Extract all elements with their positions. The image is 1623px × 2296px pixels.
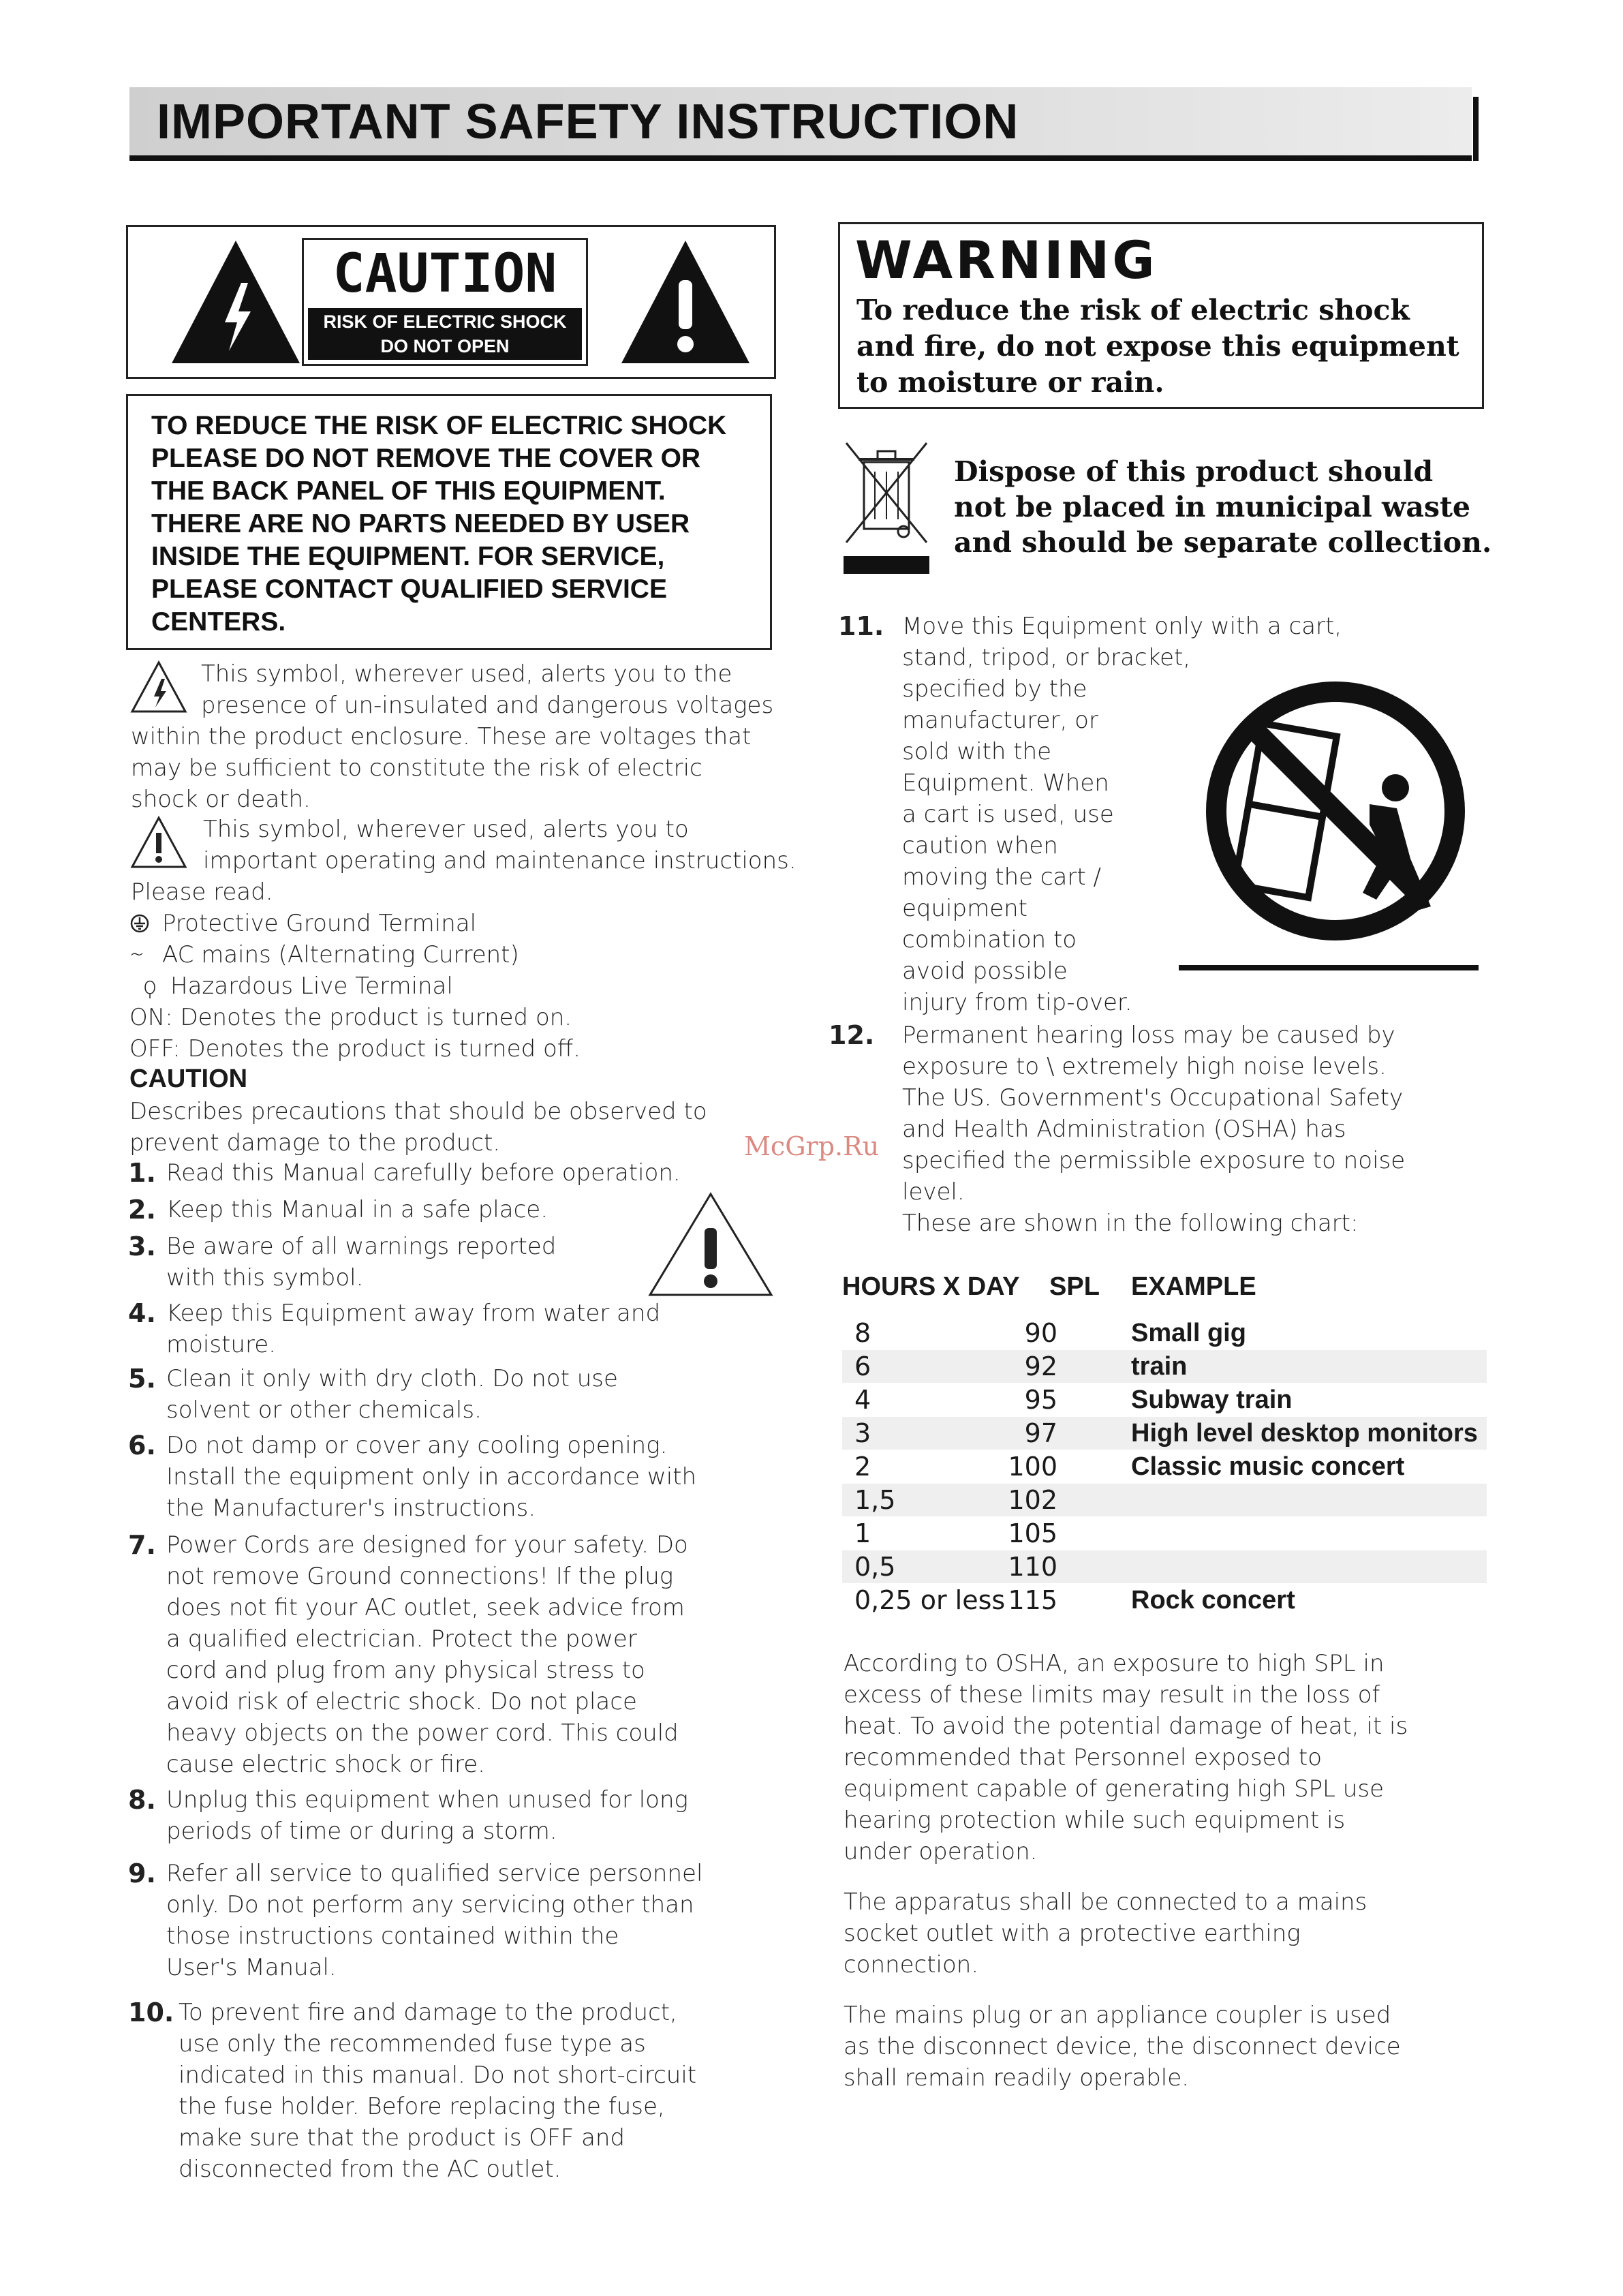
warning-line: to moisture or rain. <box>856 366 1164 399</box>
item-number: 4. <box>128 1298 156 1328</box>
ac-mains-row <box>129 939 519 970</box>
item-line: User's Manual. <box>166 1954 337 1981</box>
table-cell-spl: 105 <box>1008 1518 1057 1548</box>
item-line: and Health Administration (OSHA) has <box>902 1116 1346 1143</box>
table-cell-example: High level desktop monitors <box>1131 1419 1478 1448</box>
ground-terminal-icon <box>129 913 150 934</box>
table-cell-spl: 90 <box>1024 1318 1057 1348</box>
item-text <box>166 1784 688 1847</box>
exclamation-symbol-line: important operating and maintenance instructions. <box>203 847 797 874</box>
instruction-item-3 <box>128 1231 782 1294</box>
item-line: avoid possible <box>902 958 1068 985</box>
table-row <box>842 1350 1487 1383</box>
dispose-line: and should be separate collection. <box>954 526 1492 559</box>
osha-paragraph <box>844 1648 1484 1867</box>
shock-risk-line: PLEASE DO NOT REMOVE THE COVER OR <box>151 444 701 473</box>
table-cell-spl: 97 <box>1024 1418 1057 1448</box>
exclamation-symbol-text-a <box>203 814 797 876</box>
item-line: Permanent hearing loss may be caused by <box>902 1022 1395 1049</box>
caution-label-line2: DO NOT OPEN <box>380 336 510 356</box>
paragraph-line: excess of these limits may result in the loss of <box>844 1681 1380 1709</box>
item-line: These are shown in the following chart: <box>902 1210 1359 1237</box>
item-line: cord and plug from any physical stress to <box>166 1657 645 1684</box>
item-number: 3. <box>128 1231 156 1261</box>
item-text <box>166 1529 688 1780</box>
table-cell-hours: 0,5 <box>854 1552 896 1582</box>
item-line: To prevent fire and damage to the product, <box>179 1999 677 2026</box>
page-title: IMPORTANT SAFETY INSTRUCTION <box>157 95 1019 149</box>
off-definition: OFF: Denotes the product is turned off. <box>129 1035 581 1062</box>
item-number: 11. <box>838 611 884 641</box>
caution-description-line: Describes precautions that should be observed to <box>129 1098 707 1125</box>
header-end-bar <box>1473 97 1479 161</box>
item-number: 6. <box>128 1430 156 1460</box>
lightning-symbol-text-b <box>131 721 751 815</box>
item-line: only. Do not perform any servicing other than <box>166 1891 694 1918</box>
item-line: combination to <box>902 926 1077 953</box>
item-line: a qualified electrician. Protect the power <box>166 1625 637 1653</box>
item-line: indicated in this manual. Do not short-circuit <box>179 2062 697 2089</box>
header-rule <box>129 155 1472 161</box>
item-line: Equipment. When <box>902 769 1109 797</box>
paragraph-line: The mains plug or an appliance coupler is used <box>844 2002 1391 2029</box>
dispose-line: Dispose of this product should <box>954 455 1434 488</box>
table-cell-spl: 110 <box>1008 1552 1057 1582</box>
item-line: periods of time or during a storm. <box>166 1818 557 1845</box>
table-cell-example: train <box>1131 1352 1188 1381</box>
item-line: stand, tripod, or bracket, <box>902 644 1191 671</box>
item-text <box>166 1231 556 1294</box>
item-number: 1. <box>128 1158 156 1188</box>
caution-banner <box>126 225 776 379</box>
item-line: Read this Manual carefully before operation. <box>166 1159 681 1187</box>
table-row <box>842 1450 1487 1483</box>
item-line: the fuse holder. Before replacing the fuse, <box>179 2093 665 2120</box>
table-header-example: EXAMPLE <box>1131 1272 1256 1301</box>
caution-label <box>302 238 588 366</box>
instruction-item-12 <box>829 1020 1483 1244</box>
table-cell-spl: 115 <box>1008 1585 1057 1615</box>
item-text <box>902 1020 1405 1239</box>
item-number: 9. <box>128 1858 156 1888</box>
table-cell-example: Small gig <box>1131 1319 1246 1347</box>
item-line: those instructions contained within the <box>166 1923 619 1950</box>
item-line: Keep this Manual in a safe place. <box>166 1196 548 1223</box>
lightning-warning-icon <box>168 235 304 367</box>
paragraph-line: The apparatus shall be connected to a mains <box>844 1888 1367 1916</box>
caution-label-title: CAUTION <box>333 243 557 305</box>
shock-risk-line: PLEASE CONTACT QUALIFIED SERVICE <box>151 575 667 604</box>
caution-description-line: prevent damage to the product. <box>129 1129 501 1157</box>
lightning-symbol-line: may be sufficient to constitute the risk of electric <box>131 754 702 782</box>
item-text <box>166 1298 660 1360</box>
dispose-line: not be placed in municipal waste <box>954 491 1471 523</box>
item-line: Unplug this equipment when unused for long <box>166 1786 688 1813</box>
item-line: disconnected from the AC outlet. <box>179 2156 561 2183</box>
page-header <box>129 87 1472 155</box>
cart-tipover-icon <box>1165 675 1485 975</box>
lightning-symbol-line: shock or death. <box>131 786 311 813</box>
instruction-item-10 <box>128 1997 782 2185</box>
paragraph-line: According to OSHA, an exposure to high SPL in <box>844 1650 1385 1677</box>
table-header-hours: HOURS X DAY <box>842 1272 1020 1301</box>
item-line: does not fit your AC outlet, seek advice from <box>166 1594 685 1621</box>
shock-risk-line: INSIDE THE EQUIPMENT. FOR SERVICE, <box>151 542 665 571</box>
disconnect-paragraph <box>844 2000 1484 2094</box>
instruction-item-1 <box>128 1157 782 1189</box>
table-cell-example: Subway train <box>1131 1386 1293 1414</box>
shock-risk-line: TO REDUCE THE RISK OF ELECTRIC SHOCK <box>151 411 727 440</box>
instruction-item-5 <box>128 1363 782 1426</box>
shock-risk-line: THE BACK PANEL OF THIS EQUIPMENT. <box>151 476 666 506</box>
item-line: avoid risk of electric shock. Do not place <box>166 1688 637 1715</box>
table-cell-hours: 3 <box>854 1418 871 1448</box>
ground-terminal-label: Protective Ground Terminal <box>162 910 477 937</box>
exclamation-symbol-text-b: Please read. <box>131 878 273 906</box>
table-row <box>842 1383 1487 1416</box>
paragraph-line: socket outlet with a protective earthing <box>844 1920 1301 1947</box>
table-cell-hours: 2 <box>854 1452 871 1482</box>
caution-label-line1: RISK OF ELECTRIC SHOCK <box>323 311 567 332</box>
lightning-triangle-icon <box>129 660 188 714</box>
item-line: level. <box>902 1178 965 1206</box>
lightning-bolt-icon: ϙ <box>142 973 157 1000</box>
instruction-item-8 <box>128 1784 782 1847</box>
item-text <box>166 1858 702 1983</box>
table-row <box>842 1417 1487 1450</box>
item-number: 7. <box>128 1530 156 1560</box>
caution-heading: CAUTION <box>129 1065 248 1093</box>
item-line: Keep this Equipment away from water and <box>166 1300 661 1327</box>
item-line: Power Cords are designed for your safety. Do <box>166 1531 688 1559</box>
item-line: with this symbol. <box>166 1264 364 1291</box>
item-line: injury from tip-over. <box>902 989 1132 1016</box>
item-line: equipment <box>902 895 1027 922</box>
instruction-item-6 <box>128 1430 782 1524</box>
item-line: not remove Ground connections! If the plug <box>166 1563 674 1590</box>
item-line: a cart is used, use <box>902 801 1114 828</box>
item-text <box>166 1157 681 1189</box>
item-text <box>166 1363 618 1426</box>
table-cell-example: Classic music concert <box>1131 1452 1405 1481</box>
paragraph-line: recommended that Personnel exposed to <box>844 1744 1323 1771</box>
instruction-item-7 <box>128 1529 782 1780</box>
item-text <box>179 1997 696 2185</box>
table-cell-example: Rock concert <box>1131 1586 1295 1614</box>
item-line: cause electric shock or fire. <box>166 1751 485 1778</box>
table-cell-hours: 1 <box>854 1518 871 1548</box>
item-number: 8. <box>128 1785 156 1815</box>
table-row <box>842 1317 1487 1349</box>
item-number: 12. <box>829 1020 875 1050</box>
table-cell-spl: 95 <box>1024 1385 1057 1415</box>
table-row <box>842 1584 1487 1617</box>
instruction-item-9 <box>128 1858 782 1983</box>
warning-title: WARNING <box>855 230 1158 290</box>
ac-mains-label: AC mains (Alternating Current) <box>162 941 519 968</box>
table-row <box>842 1550 1487 1583</box>
shock-risk-line: CENTERS. <box>151 607 286 637</box>
item-line: specified by the <box>902 675 1087 703</box>
table-cell-spl: 102 <box>1008 1485 1057 1515</box>
instruction-item-4 <box>128 1298 782 1360</box>
item-line: Move this Equipment only with a cart, <box>902 613 1342 640</box>
lightning-symbol-line: This symbol, wherever used, alerts you to the <box>201 660 732 688</box>
paragraph-line: shall remain readily operable. <box>844 2064 1189 2092</box>
item-number: 2. <box>128 1195 156 1225</box>
item-line: solvent or other chemicals. <box>166 1396 482 1424</box>
warning-line: To reduce the risk of electric shock <box>856 294 1410 326</box>
table-cell-hours: 0,25 or less <box>854 1585 1006 1615</box>
shock-risk-text <box>151 410 764 639</box>
item-line: Clean it only with dry cloth. Do not use <box>166 1365 618 1392</box>
paragraph-line: hearing protection while such equipment is <box>844 1807 1346 1834</box>
item-line: the Manufacturer's instructions. <box>166 1495 536 1522</box>
paragraph-line: under operation. <box>844 1838 1038 1865</box>
warning-line: and fire, do not expose this equipment <box>856 330 1459 363</box>
exclamation-warning-icon <box>617 235 754 367</box>
table-row <box>842 1484 1487 1516</box>
table-header-row <box>842 1270 1487 1303</box>
lightning-symbol-text-a <box>201 658 773 721</box>
item-line: The US. Government's Occupational Safety <box>902 1084 1404 1112</box>
table-cell-hours: 6 <box>854 1351 871 1381</box>
paragraph-line: as the disconnect device, the disconnect device <box>844 2033 1401 2060</box>
crossed-bin-icon <box>837 436 936 579</box>
warning-text <box>856 292 1477 401</box>
exclamation-triangle-icon <box>129 815 188 870</box>
item-line: specified the permissible exposure to noise <box>902 1147 1406 1174</box>
item-line: sold with the <box>902 738 1052 765</box>
live-terminal-label: Hazardous Live Terminal <box>170 973 453 1000</box>
item-number: 10. <box>128 1997 174 2027</box>
live-terminal-row <box>129 970 453 1002</box>
ground-terminal-row <box>129 908 476 939</box>
table-header-spl: SPL <box>1049 1272 1100 1301</box>
ac-wave-icon: ∼ <box>129 941 144 968</box>
item-text <box>166 1430 696 1524</box>
paragraph-line: connection. <box>844 1951 979 1978</box>
item-line: moisture. <box>166 1331 276 1358</box>
lightning-symbol-line: within the product enclosure. These are voltages that <box>131 723 752 750</box>
table-cell-spl: 100 <box>1008 1452 1057 1482</box>
item-line: use only the recommended fuse type as <box>179 2030 646 2057</box>
watermark-text: McGrp.Ru <box>744 1131 880 1161</box>
shock-risk-line: THERE ARE NO PARTS NEEDED BY USER <box>151 509 690 538</box>
item-text <box>166 1194 548 1225</box>
table-cell-spl: 92 <box>1024 1351 1057 1381</box>
item-line: make sure that the product is OFF and <box>179 2124 625 2152</box>
table-cell-hours: 8 <box>854 1318 871 1348</box>
lightning-symbol-line: presence of un-insulated and dangerous voltages <box>201 692 774 719</box>
table-cell-hours: 4 <box>854 1385 871 1415</box>
item-line: exposure to \ extremely high noise levels. <box>902 1053 1387 1080</box>
table-row <box>842 1517 1487 1550</box>
item-line: caution when <box>902 832 1058 859</box>
item-line: heavy objects on the power cord. This could <box>166 1719 679 1747</box>
item-number: 5. <box>128 1364 156 1394</box>
table-cell-hours: 1,5 <box>854 1485 896 1515</box>
item-line: moving the cart / <box>902 863 1101 891</box>
item-line: Refer all service to qualified service personnel <box>166 1860 703 1887</box>
item-line: manufacturer, or <box>902 707 1098 734</box>
shock-risk-notice <box>126 394 772 650</box>
caution-label-subtitle <box>308 308 582 360</box>
on-definition: ON: Denotes the product is turned on. <box>129 1004 572 1031</box>
earthing-paragraph <box>844 1886 1484 1980</box>
item-line: Install the equipment only in accordance with <box>166 1463 697 1490</box>
caution-description <box>129 1096 707 1159</box>
warning-box <box>838 222 1484 409</box>
item-line: Do not damp or cover any cooling opening. <box>166 1432 668 1459</box>
item-line: Be aware of all warnings reported <box>166 1233 557 1260</box>
paragraph-line: equipment capable of generating high SPL use <box>844 1775 1384 1803</box>
exclamation-symbol-line: This symbol, wherever used, alerts you to <box>203 816 689 843</box>
paragraph-line: heat. To avoid the potential damage of heat, it is <box>844 1713 1408 1740</box>
dispose-notice <box>954 454 1491 560</box>
